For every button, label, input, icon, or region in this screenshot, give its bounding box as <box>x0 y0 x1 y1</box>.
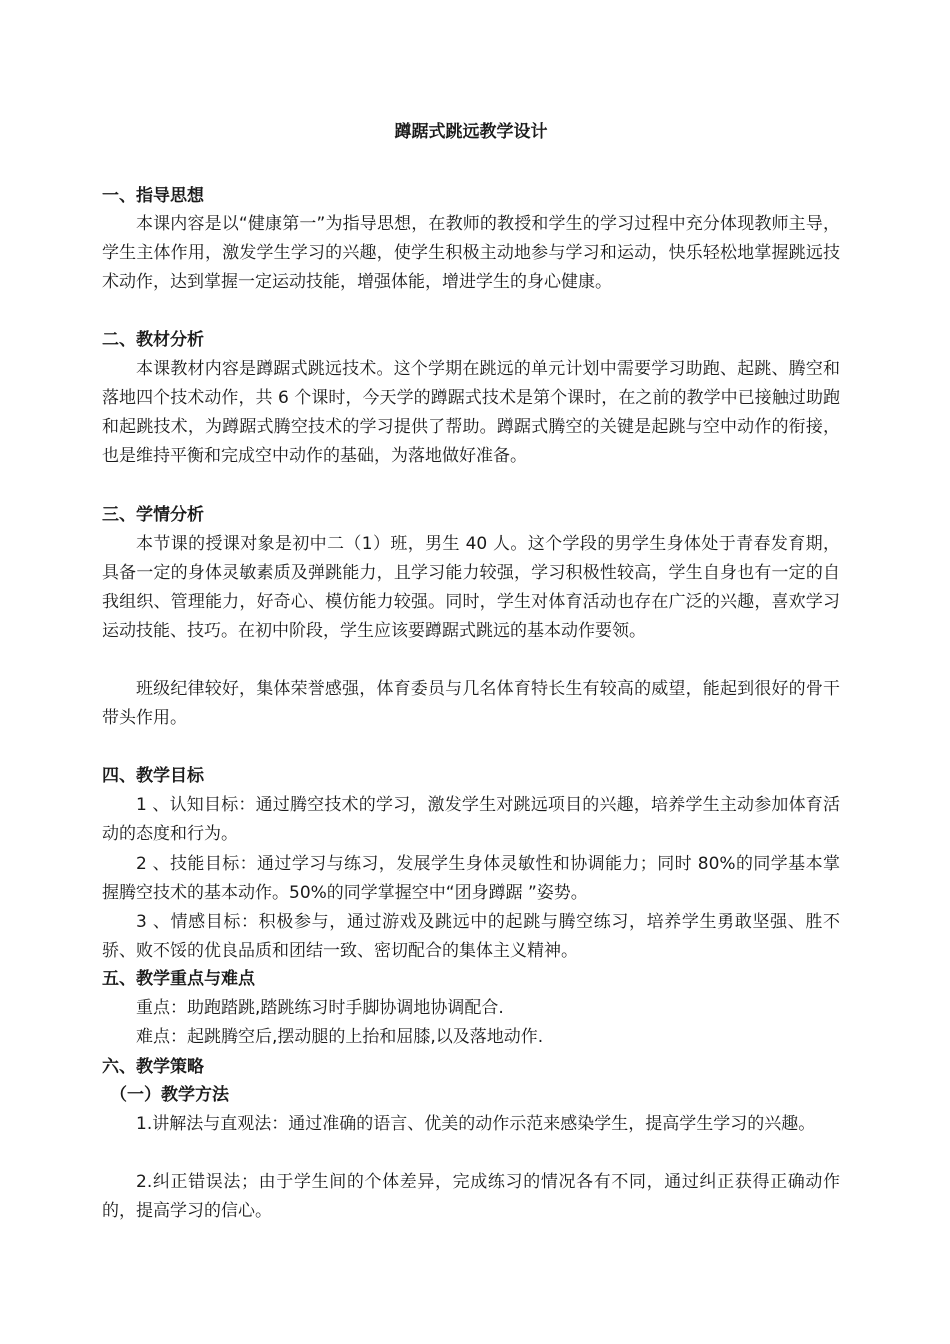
paragraph-objective-skill: 2 、技能目标：通过学习与练习，发展学生身体灵敏性和协调能力；同时 80%的同学基本掌握腾空技术的基本动作。50%的同学掌握空中“团身蹲踞 ”姿势。 <box>102 854 840 903</box>
document-title: 蹲踞式跳远教学设计 <box>394 122 548 142</box>
paragraph-guiding-ideology: 本课内容是以“健康第一”为指导思想，在教师的教授和学生的学习过程中充分体现教师主导，学生主体作用，激发学生学习的兴趣，使学生积极主动地参与学习和运动，快乐轻松地掌握跳远技术动作，达到掌握一定运动技能，增强体能，增进学生的身心健康。 <box>102 214 840 292</box>
heading-student-analysis: 三、学情分析 <box>102 505 204 525</box>
heading-key-points: 五、教学重点与难点 <box>102 969 255 989</box>
paragraph-student-analysis-1: 本节课的授课对象是初中二（1）班，男生 40 人。这个学段的男学生身体处于青春发育期，具备一定的身体灵敏素质及弹跳能力，且学习能力较强，学习积极性较高，学生自身也有一定的自我组织、管理能力，好奇心、模仿能力较强。同时，学生对体育活动也存在广泛的兴趣，喜欢学习运动技能、技巧。在初中阶段，学生应该要蹲踞式跳远的基本动作要领。 <box>102 534 840 641</box>
paragraph-objective-cognitive: 1 、认知目标：通过腾空技术的学习，激发学生对跳远项目的兴趣，培养学生主动参加体育活动的态度和行为。 <box>102 795 840 844</box>
subheading-teaching-methods: （一）教学方法 <box>110 1085 229 1105</box>
paragraph-difficulty: 难点：起跳腾空后,摆动腿的上抬和屈膝,以及落地动作. <box>136 1027 544 1047</box>
heading-material-analysis: 二、教材分析 <box>102 330 204 350</box>
heading-guiding-ideology: 一、指导思想 <box>102 186 204 206</box>
heading-teaching-objectives: 四、教学目标 <box>102 766 204 786</box>
paragraph-key-point: 重点：助跑踏跳,踏跳练习时手脚协调地协调配合. <box>136 998 504 1018</box>
heading-teaching-strategy: 六、教学策略 <box>102 1057 204 1077</box>
paragraph-material-analysis: 本课教材内容是蹲踞式跳远技术。这个学期在跳远的单元计划中需要学习助跑、起跳、腾空和落地四个技术动作，共 6 个课时，今天学的蹲踞式技术是第个课时，在之前的教学中已接触过助跑和起跳技术，为蹲踞式腾空技术的学习提供了帮助。蹲踞式腾空的关键是起跳与空中动作的衔接，也是维持平衡和完成空中动作的基础，为落地做好准备。 <box>102 359 840 466</box>
paragraph-method-correction: 2.纠正错误法；由于学生间的个体差异，完成练习的情况各有不同，通过纠正获得正确动作的，提高学习的信心。 <box>102 1172 840 1221</box>
paragraph-student-analysis-2: 班级纪律较好，集体荣誉感强，体育委员与几名体育特长生有较高的威望，能起到很好的骨干带头作用。 <box>102 679 840 728</box>
paragraph-method-explanation: 1.讲解法与直观法：通过准确的语言、优美的动作示范来感染学生，提高学生学习的兴趣。 <box>136 1114 816 1134</box>
paragraph-objective-emotional: 3 、情感目标：积极参与，通过游戏及跳远中的起跳与腾空练习，培养学生勇敢坚强、胜不骄、败不馁的优良品质和团结一致、密切配合的集体主义精神。 <box>102 912 840 961</box>
